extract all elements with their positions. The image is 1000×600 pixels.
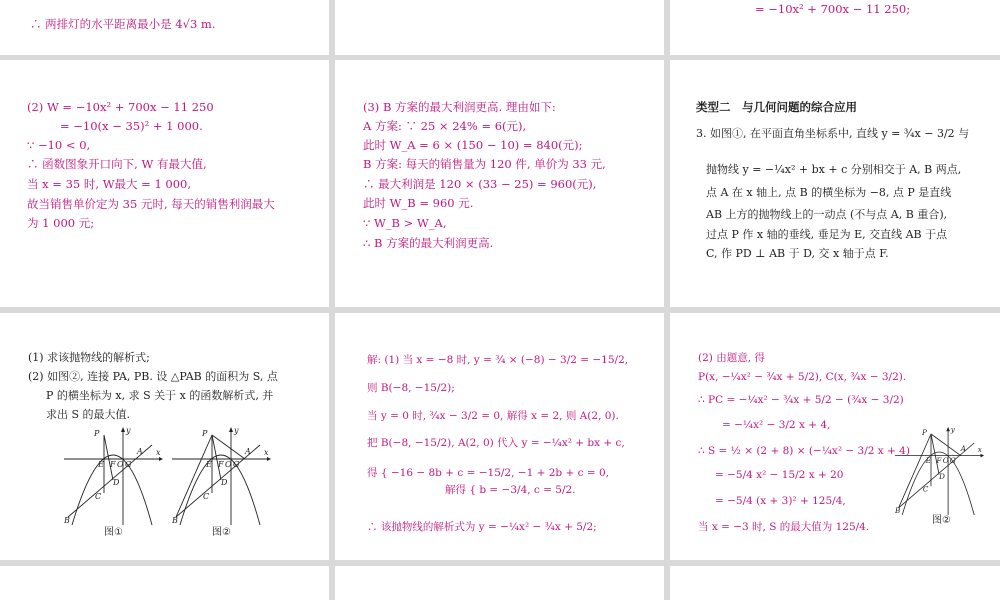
text-line: 3. 如图①, 在平面直角坐标系中, 直线 y = ¾x − 3/2 与 <box>696 127 970 140</box>
text-line: (2) W = −10x² + 700x − 11 250 <box>27 100 214 114</box>
label-f: F <box>936 455 942 465</box>
label-a: A <box>137 447 143 456</box>
label-b: B <box>895 506 901 515</box>
label-f: F <box>110 460 116 469</box>
label-a: A <box>245 447 251 456</box>
label-e: E <box>925 455 931 465</box>
panel-top-right <box>670 0 1000 55</box>
label-b: B <box>172 516 178 525</box>
text-line: 此时 W_B = 960 元. <box>363 196 474 210</box>
text-line: 求出 S 的最大值. <box>46 408 131 421</box>
panel-bottom-left <box>0 566 329 600</box>
text-line: A 方案: ∵ 25 × 24% = 6(元), <box>363 119 527 133</box>
label-y: y <box>950 425 955 435</box>
label-f: F <box>218 460 224 469</box>
label-c: C <box>203 492 210 501</box>
label-g: G <box>233 460 240 469</box>
figure-2-caption: 图② <box>932 515 951 526</box>
text-line: = −10(x − 35)² + 1 000. <box>60 119 203 133</box>
label-e: E <box>206 460 212 469</box>
panel-bottom-middle <box>335 566 664 600</box>
label-d: D <box>113 478 120 487</box>
text-line: = −10x² + 700x − 11 250; <box>755 2 911 16</box>
text-line: 此时 W_A = 6 × (150 − 10) = 840(元); <box>363 138 583 152</box>
panel-solution-part-2 <box>670 313 1000 560</box>
text-line: 抛物线 y = −¼x² + bx + c 分别相交于 A, B 两点, <box>706 163 962 176</box>
text-line: ∵ W_B > W_A, <box>363 216 447 230</box>
figure-2-diagram-repeat <box>895 425 985 515</box>
text-line: (2) 如图②, 连接 PA, PB. 设 △PAB 的面积为 S, 点 <box>28 370 278 383</box>
label-b: B <box>64 516 70 525</box>
figure-1-caption: 图① <box>104 527 123 538</box>
text-line: ∴ 该抛物线的解析式为 y = −¼x² − ¾x + 5/2; <box>367 521 597 533</box>
label-d: D <box>221 478 228 487</box>
text-line: 得 { −16 − 8b + c = −15/2, −1 + 2b + c = 0, <box>367 467 609 479</box>
text-line: P(x, −¼x² − ¾x + 5/2), C(x, ¾x − 3/2). <box>698 371 907 383</box>
label-g: G <box>125 460 132 469</box>
text-line: (3) B 方案的最大利润更高. 理由如下: <box>363 100 556 114</box>
label-c: C <box>922 484 929 494</box>
label-o: O <box>225 460 232 469</box>
panel-questions <box>0 313 329 560</box>
panel-solution-2 <box>0 60 329 307</box>
text-line: ∴ PC = −¼x² − ¾x + 5/2 − (¾x − 3/2) <box>698 394 904 406</box>
text-line: ∴ B 方案的最大利润更高. <box>363 236 494 250</box>
text-line: 为 1 000 元; <box>27 216 95 230</box>
text-line: 点 A 在 x 轴上, 点 B 的横坐标为 −8, 点 P 是直线 <box>706 186 952 199</box>
panel-top-middle <box>335 0 664 55</box>
figure-2-caption: 图② <box>212 527 231 538</box>
text-line: B 方案: 每天的销售量为 120 件, 单价为 33 元, <box>363 157 606 171</box>
text-line: = −¼x² − 3/2 x + 4, <box>722 419 831 431</box>
label-e: E <box>98 460 104 469</box>
label-y: y <box>234 426 239 435</box>
figure-1-diagram <box>64 425 164 525</box>
text-line: ∴ S = ½ × (2 + 8) × (−¼x² − 3/2 x + 4) <box>698 445 910 457</box>
text-line: P 的横坐标为 x, 求 S 关于 x 的函数解析式, 并 <box>46 389 274 402</box>
text-line: = −5/4 x² − 15/2 x + 20 <box>715 469 844 481</box>
label-p: P <box>202 429 208 438</box>
label-a: A <box>960 444 966 454</box>
text-line: 解得 { b = −3/4, c = 5/2. <box>445 484 576 496</box>
text-line: 则 B(−8, −15/2); <box>367 382 455 394</box>
label-y: y <box>126 426 131 435</box>
label-c: C <box>95 492 102 501</box>
text-line: 解: (1) 当 x = −8 时, y = ¾ × (−8) − 3/2 = −15/2, <box>367 354 629 366</box>
text-line: 故当销售单价定为 35 元时, 每天的销售利润最大 <box>27 197 275 211</box>
label-x: x <box>156 448 161 457</box>
panel-solution-part-1 <box>335 313 664 560</box>
text-line: (2) 由题意, 得 <box>698 352 765 364</box>
text-line: 当 x = −3 时, S 的最大值为 125/4. <box>698 521 870 533</box>
panel-top-left <box>0 0 329 55</box>
text-line: ∴ 最大利润是 120 × (33 − 25) = 960(元), <box>363 177 597 191</box>
text-line: AB 上方的抛物线上的一动点 (不与点 A, B 重合), <box>706 208 948 221</box>
text-line: 过点 P 作 x 轴的垂线, 垂足为 E, 交直线 AB 于点 <box>706 228 948 241</box>
section-heading: 类型二 与几何问题的综合应用 <box>696 100 857 114</box>
label-o: O <box>942 455 949 465</box>
label-x: x <box>264 448 269 457</box>
figure-2-diagram <box>172 425 272 525</box>
text-line: ∵ −10 < 0, <box>27 138 91 152</box>
text-line: ∴ 两排灯的水平距离最小是 4√3 m. <box>30 17 216 31</box>
label-d: D <box>939 472 945 481</box>
label-x: x <box>977 445 982 454</box>
text-line: 当 y = 0 时, ¾x − 3/2 = 0, 解得 x = 2, 则 A(2, 0). <box>367 410 619 422</box>
panel-bottom-right <box>670 566 1000 600</box>
label-o: O <box>117 460 124 469</box>
label-p: P <box>94 429 100 438</box>
label-g: G <box>949 455 956 465</box>
panel-problem-3 <box>670 60 1000 307</box>
label-p: P <box>922 427 927 437</box>
panel-solution-3 <box>335 60 664 307</box>
text-line: 当 x = 35 时, W最大 = 1 000, <box>27 177 192 191</box>
text-line: (1) 求该抛物线的解析式; <box>28 351 150 364</box>
text-line: 把 B(−8, −15/2), A(2, 0) 代入 y = −¼x² + bx + c, <box>367 437 625 449</box>
text-line: = −5/4 (x + 3)² + 125/4, <box>715 495 846 507</box>
text-line: C, 作 PD ⊥ AB 于 D, 交 x 轴于点 F. <box>706 247 889 260</box>
text-line: ∴ 函数图象开口向下, W 有最大值, <box>27 157 207 171</box>
